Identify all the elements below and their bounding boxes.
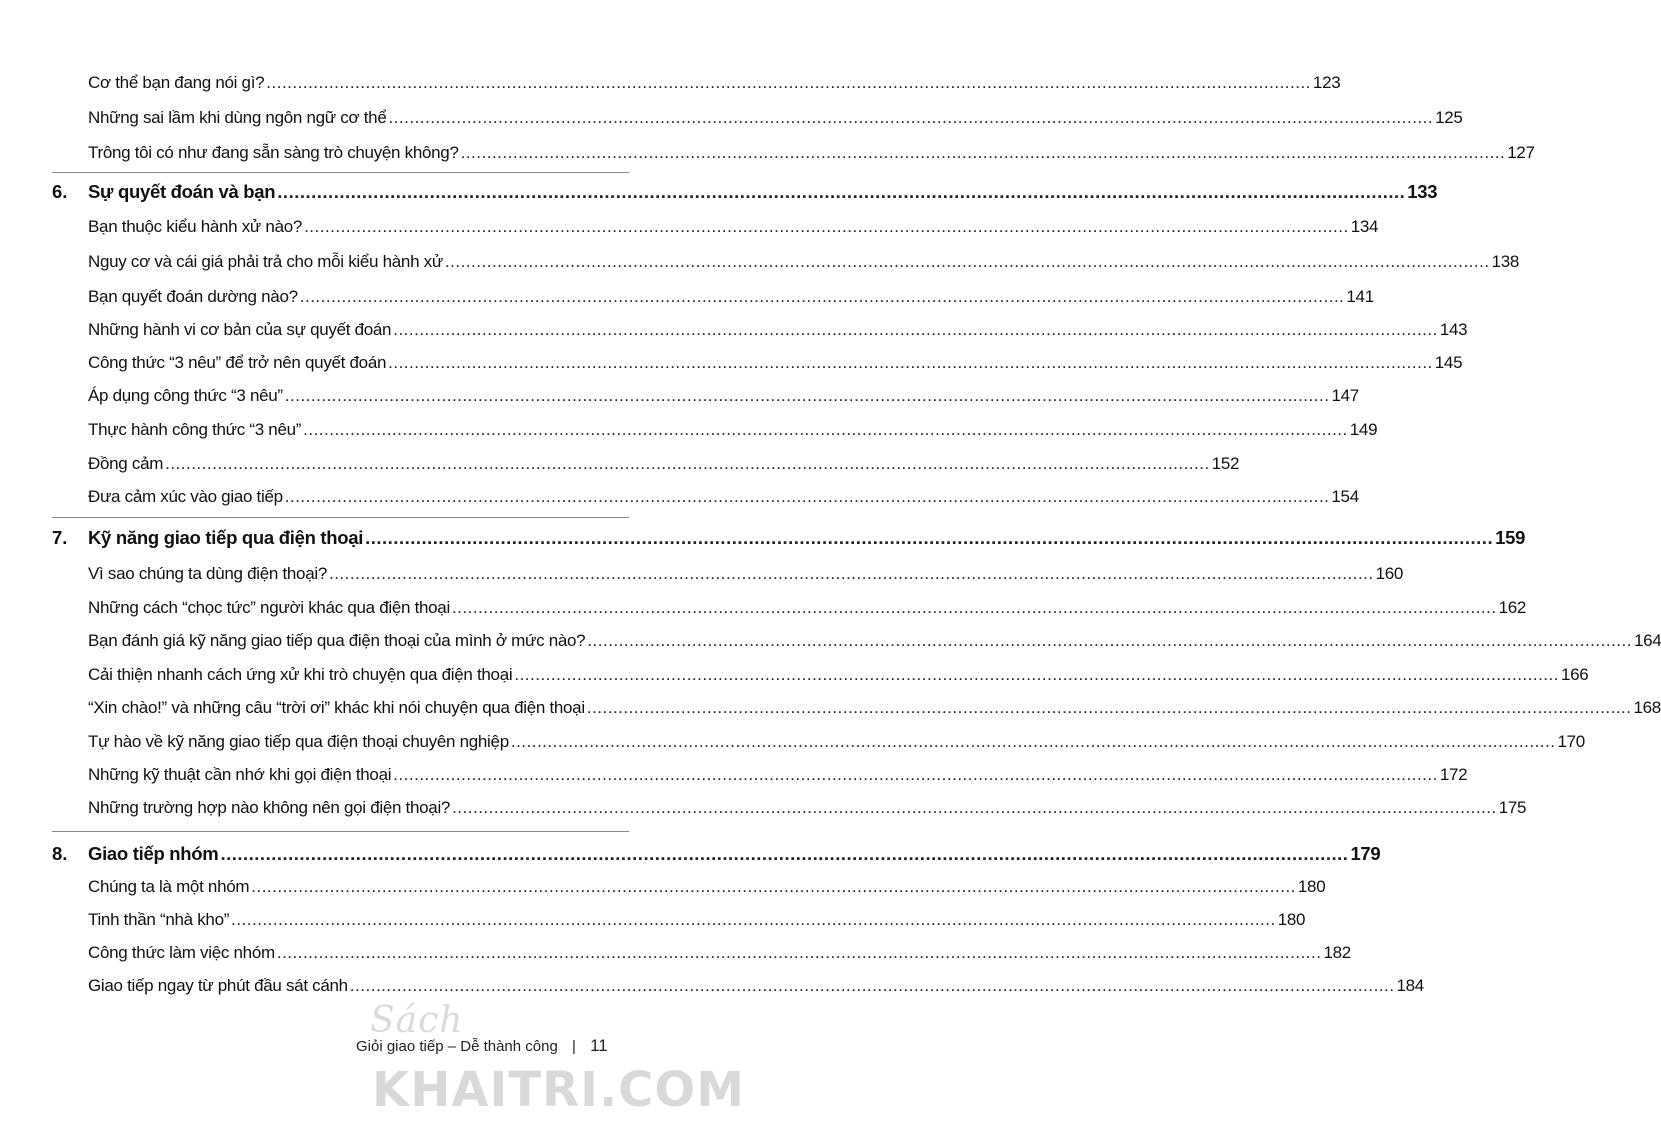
chapter-page: 179 (1350, 843, 1381, 864)
dot-leader (285, 486, 1330, 508)
toc-entry (88, 385, 1359, 407)
chapter-page: 133 (1407, 181, 1438, 202)
dot-leader (587, 630, 1632, 652)
toc-entry-page: 180 (1297, 877, 1326, 896)
toc-entry-title: Vì sao chúng ta dùng điện thoại? (88, 564, 327, 583)
toc-entry-title: Bạn quyết đoán dường nào? (88, 287, 298, 306)
toc-entry-page: 172 (1439, 765, 1468, 784)
toc-entry-page: 180 (1277, 910, 1306, 929)
chapter-title: Sự quyết đoán và bạn (88, 181, 276, 202)
toc-chapter (52, 181, 1438, 203)
toc-entry (88, 975, 1424, 997)
dot-leader (329, 563, 1374, 585)
footer-book-title: Giỏi giao tiếp – Dễ thành công (356, 1038, 558, 1055)
chapter-title: Giao tiếp nhóm (88, 843, 219, 864)
toc-entry (88, 319, 1468, 341)
dot-leader (303, 419, 1348, 441)
toc-entry-title: Nguy cơ và cái giá phải trả cho mỗi kiểu hành xử (88, 252, 443, 271)
chapter-page: 159 (1495, 527, 1526, 548)
toc-entry-title: Thực hành công thức “3 nêu” (88, 420, 302, 439)
toc-entry (88, 697, 1661, 719)
toc-entry-page: 184 (1396, 976, 1424, 995)
toc-entry-page: 160 (1375, 564, 1404, 583)
dot-leader (231, 909, 1276, 931)
toc-entry (88, 664, 1589, 686)
toc-entry-page: 127 (1507, 143, 1535, 162)
dot-leader (350, 975, 1395, 997)
toc-entry-page: 143 (1439, 320, 1468, 339)
page-footer (356, 1036, 636, 1056)
toc-entry (88, 251, 1520, 273)
toc-entry (88, 942, 1351, 964)
toc-entry-title: Những kỹ thuật cần nhớ khi gọi điện thoại (88, 765, 392, 784)
dot-leader (304, 216, 1349, 238)
toc-entry-page: 154 (1331, 487, 1359, 506)
toc-entry-page: 175 (1498, 798, 1527, 817)
toc-entry-page: 164 (1633, 631, 1661, 650)
toc-entry (88, 597, 1527, 619)
toc-entry-page: 182 (1323, 943, 1351, 962)
toc-entry (88, 419, 1378, 441)
toc-entry-page: 166 (1560, 665, 1589, 684)
dot-leader (393, 764, 1438, 786)
dot-leader (165, 453, 1210, 475)
toc-entry-title: Tự hào về kỹ năng giao tiếp qua điện thoại chuyên nghiệp (88, 732, 509, 751)
toc-entry-title: Chúng ta là một nhóm (88, 877, 250, 896)
toc-entry-title: Những trường hợp nào không nên gọi điện thoại? (88, 798, 451, 817)
toc-entry-title: Cải thiện nhanh cách ứng xử khi trò chuyện qua điện thoại (88, 665, 513, 684)
dot-leader (277, 942, 1322, 964)
toc-entry-page: 152 (1211, 454, 1240, 473)
toc-entry (88, 286, 1374, 308)
toc-entry-title: Công thức “3 nêu” để trở nên quyết đoán (88, 353, 387, 372)
toc-entry (88, 142, 1535, 164)
chapter-number: 8. (52, 843, 68, 864)
toc-entry (88, 107, 1463, 129)
dot-leader (285, 385, 1330, 407)
toc-entry-title: Đồng cảm (88, 454, 164, 473)
toc-entry-title: Tinh thần “nhà kho” (88, 910, 230, 929)
dot-leader (220, 843, 1348, 865)
toc-entry (88, 486, 1359, 508)
toc-entry-title: Công thức làm việc nhóm (88, 943, 275, 962)
dot-leader (587, 697, 1632, 719)
toc-entry-title: Cơ thể bạn đang nói gì? (88, 73, 265, 92)
toc-entry (88, 352, 1463, 374)
toc-entry-title: Những cách “chọc tức” người khác qua điện thoại (88, 598, 450, 617)
toc-entry-page: 134 (1350, 217, 1379, 236)
toc-entry (88, 563, 1404, 585)
chapter-title: Kỹ năng giao tiếp qua điện thoại (88, 527, 364, 548)
dot-leader (452, 597, 1497, 619)
toc-entry-title: Áp dụng công thức “3 nêu” (88, 386, 283, 405)
toc-entry-page: 123 (1312, 73, 1341, 92)
watermark-logo: KHAITRI.COM (372, 1062, 745, 1118)
dot-leader (266, 72, 1311, 94)
toc-chapter (52, 527, 1526, 549)
toc-entry-page: 125 (1435, 108, 1463, 127)
toc-entry-page: 162 (1498, 598, 1527, 617)
dot-leader (388, 352, 1433, 374)
toc-entry (88, 909, 1306, 931)
toc-entry-title: “Xin chào!” và những câu “trời ơi” khác khi nói chuyện qua điện thoại (88, 698, 585, 717)
footer-separator: | (571, 1038, 576, 1055)
toc-entry-page: 138 (1491, 252, 1520, 271)
toc-entry-page: 170 (1557, 732, 1585, 751)
dot-leader (445, 251, 1490, 273)
toc-entry (88, 731, 1585, 753)
toc-entry (88, 72, 1341, 94)
toc-entry-title: Trông tôi có như đang sẵn sàng trò chuyện không? (88, 143, 459, 162)
footer-page-number: 11 (590, 1036, 608, 1055)
toc-entry-title: Bạn đánh giá kỹ năng giao tiếp qua điện thoại của mình ở mức nào? (88, 631, 586, 650)
toc-entry (88, 876, 1326, 898)
toc-entry-page: 147 (1331, 386, 1359, 405)
toc-entry-page: 145 (1434, 353, 1463, 372)
dot-leader (461, 142, 1506, 164)
section-divider (52, 831, 629, 832)
chapter-number: 6. (52, 181, 68, 202)
toc-entry (88, 797, 1527, 819)
toc-entry (88, 630, 1661, 652)
dot-leader (365, 527, 1493, 549)
section-divider (52, 517, 629, 518)
toc-entry-page: 168 (1633, 698, 1661, 717)
dot-leader (514, 664, 1559, 686)
toc-entry-title: Bạn thuộc kiểu hành xử nào? (88, 217, 303, 236)
dot-leader (251, 876, 1296, 898)
toc-entry (88, 764, 1468, 786)
dot-leader (300, 286, 1345, 308)
dot-leader (393, 319, 1438, 341)
toc-entry-page: 149 (1349, 420, 1378, 439)
dot-leader (388, 107, 1433, 129)
toc-entry-page: 141 (1346, 287, 1374, 306)
toc-entry-title: Những sai lầm khi dùng ngôn ngữ cơ thể (88, 108, 387, 127)
watermark-script: Sách (370, 1000, 464, 1041)
dot-leader (277, 181, 1405, 203)
chapter-number: 7. (52, 527, 68, 548)
dot-leader (452, 797, 1497, 819)
dot-leader (511, 731, 1556, 753)
toc-entry-title: Đưa cảm xúc vào giao tiếp (88, 487, 283, 506)
toc-entry (88, 216, 1379, 238)
toc-entry-title: Giao tiếp ngay từ phút đầu sát cánh (88, 976, 348, 995)
toc-entry (88, 453, 1240, 475)
toc-chapter (52, 843, 1381, 865)
section-divider (52, 172, 629, 173)
toc-entry-title: Những hành vi cơ bản của sự quyết đoán (88, 320, 392, 339)
